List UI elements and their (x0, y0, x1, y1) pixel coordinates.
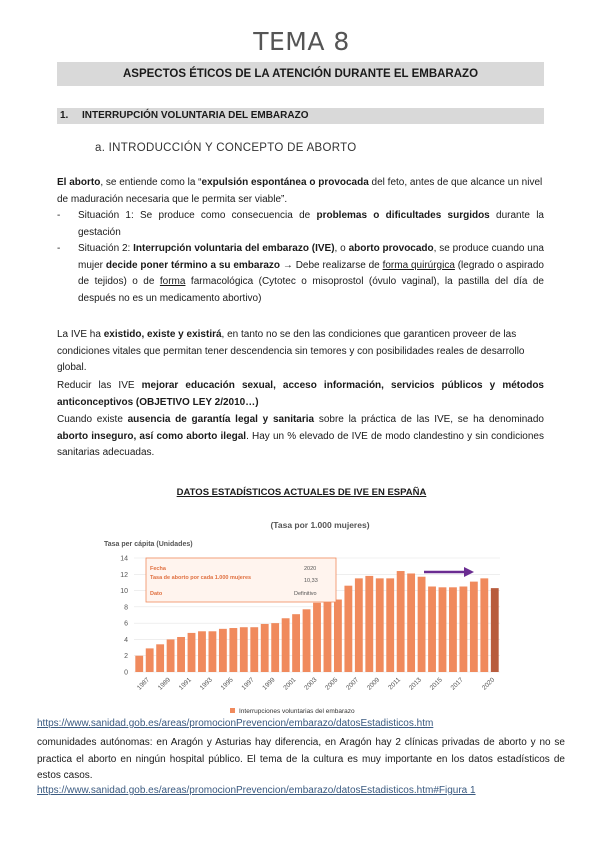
bar-2005 (334, 600, 342, 672)
chart-heading: DATOS ESTADÍSTICOS ACTUALES DE IVE EN ESPAÑA (176, 487, 427, 498)
bar-2013 (418, 577, 426, 672)
chart-title: (Tasa por 1.000 mujeres) (270, 520, 370, 530)
legend-label: Interrupciones voluntarias del embarazo (239, 708, 355, 715)
bar-2011 (397, 571, 405, 672)
bar-1987 (146, 648, 154, 672)
bar-2003 (313, 603, 321, 672)
definition-paragraph: El aborto, se entiende como la “expulsión espontánea o provocada del feto, antes de que alcance un nivel de maduración necesaria que le permita ser viable”. (57, 177, 543, 205)
tooltip-label-fecha: Fecha (150, 566, 166, 572)
unsafe-abortion-paragraph: Cuando existe ausencia de garantía legal y sanitaria sobre la práctica de las IVE, se ha denominado aborto inseguro, así como aborto ilegal. Hay un % elevado de IVE de modo clandestino y sin condiciones sanitarias adecuadas. (57, 414, 544, 458)
y-tick-label: 4 (124, 636, 128, 644)
y-tick-label: 10 (120, 588, 128, 596)
section-heading (57, 108, 544, 124)
x-tick-label: 1995 (219, 676, 235, 692)
bar-2000 (282, 618, 290, 672)
source-link-1[interactable]: https://www.sanidad.gob.es/areas/promocionPrevencion/embarazo/datosEstadisticos.htm (37, 718, 434, 729)
bar-1999 (271, 623, 279, 672)
bar-1988 (156, 644, 164, 672)
bar-1996 (240, 627, 248, 672)
bar-1989 (167, 639, 175, 672)
bar-1998 (261, 624, 269, 672)
tooltip-label-dato: Dato (150, 591, 163, 597)
y-tick-label: 2 (124, 653, 128, 661)
bar-2019 (480, 578, 488, 672)
bar-2016 (449, 587, 457, 672)
bar-2010 (386, 578, 394, 672)
chart-ylabel: Tasa per cápita (Unidades) (104, 541, 193, 548)
topic-banner: ASPECTOS ÉTICOS DE LA ATENCIÓN DURANTE EL EMBARAZO (57, 62, 544, 86)
y-tick-label: 12 (120, 571, 128, 579)
bar-2012 (407, 573, 415, 672)
footer-paragraph: comunidades autónomas: en Aragón y Asturias hay diferencia, en Aragón hay 2 clínicas privadas de aborto y no se practica el aborto en ningún hospital público. El tema de la cultura es muy importante en los datos estadísticos de estos casos. (37, 737, 565, 781)
y-tick-label: 14 (120, 555, 128, 563)
trend-arrow (424, 567, 474, 577)
source-link-2[interactable]: https://www.sanidad.gob.es/areas/promocionPrevencion/embarazo/datosEstadisticos.htm#Figura 1 (37, 785, 476, 796)
x-tick-label: 2017 (449, 676, 465, 692)
ive-paragraph: La IVE ha existido, existe y existirá, en tanto no se den las condiciones que garanticen proveer de las condiciones vitales que permitan tener descendencia sin temores y con posibilidades reales de desarrollo global. (57, 329, 525, 373)
tooltip-dato: Definitivo (294, 591, 317, 597)
tooltip-fecha: 2020 (304, 566, 317, 572)
bar-1995 (229, 628, 237, 672)
x-tick-label: 2005 (324, 676, 340, 692)
bar-1986 (135, 656, 143, 672)
y-tick-label: 0 (124, 669, 128, 677)
section-number: 1. (60, 110, 69, 121)
list-item-situation-2: - Situación 2: Interrupción voluntaria del embarazo (IVE), o aborto provocado, se produce cuando una mujer decide poner término a su embarazo → Debe realizarse de forma quirúrgica (legrado o aspirado de tejidos) o de forma farmacológica (Cytotec o misoprostol (óvulo vaginal), la pastilla del día de después no es un medicamento abortivo) (57, 243, 544, 304)
x-tick-label: 1997 (240, 676, 256, 692)
bar-2006 (344, 586, 352, 672)
bar-1993 (209, 631, 217, 672)
x-tick-label: 1987 (135, 676, 152, 692)
tooltip-tasa: 10,33 (304, 578, 318, 584)
page-title: TEMA 8 (253, 27, 350, 56)
y-tick-label: 6 (124, 620, 128, 628)
bar-2008 (365, 576, 373, 672)
x-tick-label: 2013 (407, 676, 423, 692)
x-tick-label: 1993 (198, 676, 214, 692)
x-tick-label: 2015 (428, 676, 444, 692)
reduce-paragraph: Reducir las IVE mejorar educación sexual, acceso información, servicios públicos y métodos anticonceptivos (OBJETIVO LEY 2/2010…) (57, 380, 544, 408)
bar-2018 (470, 582, 478, 672)
bar-2009 (376, 578, 384, 672)
list-item-situation-1: - Situación 1: Se produce como consecuencia de problemas o dificultades surgidos durante la gestación (57, 210, 544, 238)
bar-2007 (355, 578, 363, 672)
x-tick-label: 2009 (365, 676, 382, 692)
x-tick-label: 2003 (303, 676, 319, 692)
x-tick-label: 2011 (387, 676, 403, 692)
bar-2004 (324, 600, 332, 672)
bar-2020 (491, 588, 499, 672)
bar-2015 (439, 587, 447, 672)
x-tick-label: 2007 (345, 676, 361, 692)
bar-1991 (188, 633, 196, 672)
legend-swatch (230, 708, 235, 713)
bar-2014 (428, 587, 436, 673)
x-tick-label: 1999 (261, 676, 277, 692)
x-tick-label: 2001 (282, 676, 298, 692)
bar-1992 (198, 631, 206, 672)
section-title: INTERRUPCIÓN VOLUNTARIA DEL EMBARAZO (82, 110, 309, 121)
x-tick-label: 2020 (481, 676, 497, 692)
bar-2002 (303, 609, 311, 672)
tooltip-label-tasa: Tasa de aborto por cada 1.000 mujeres (150, 575, 252, 581)
x-tick-label: 1991 (177, 676, 193, 692)
chart-legend (230, 708, 355, 715)
chart-tooltip (146, 558, 336, 602)
bar-2017 (459, 587, 467, 673)
y-tick-label: 8 (124, 604, 128, 612)
bar-1997 (250, 627, 258, 672)
x-tick-label: 1989 (156, 676, 173, 692)
subsection-title: a. INTRODUCCIÓN Y CONCEPTO DE ABORTO (95, 142, 357, 154)
ive-chart (90, 510, 510, 715)
bar-2001 (292, 614, 300, 672)
bar-1990 (177, 637, 185, 672)
bar-1994 (219, 629, 227, 672)
